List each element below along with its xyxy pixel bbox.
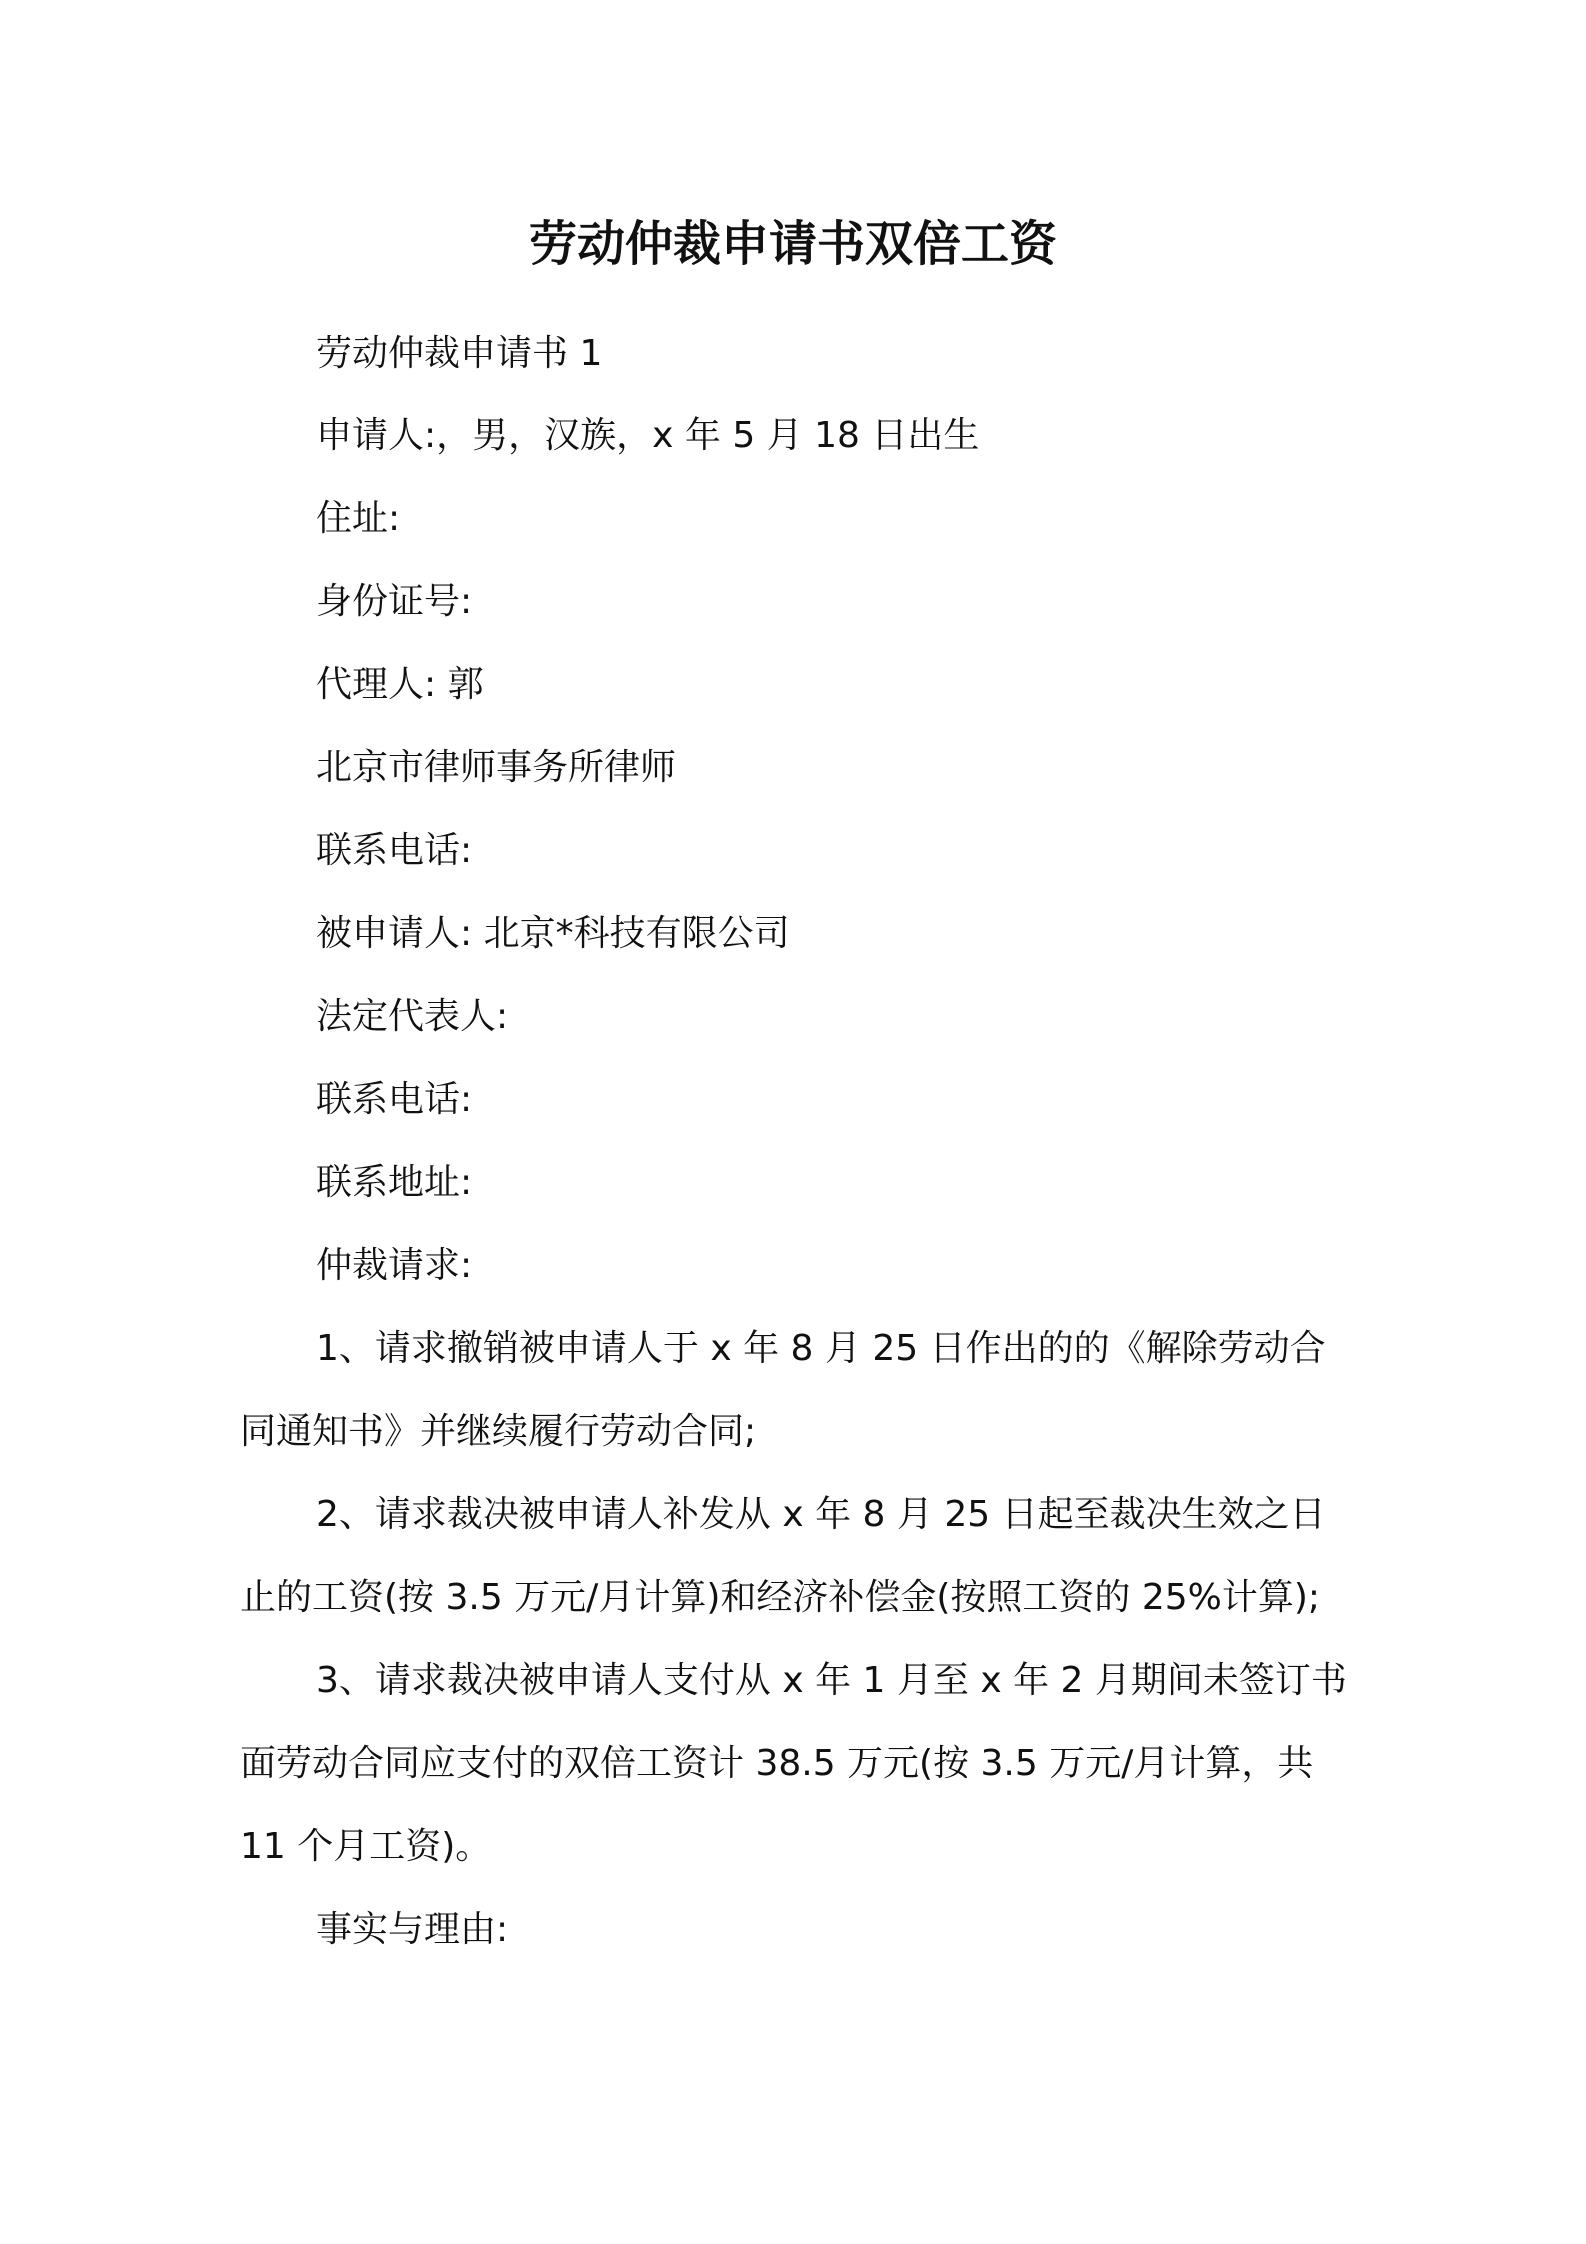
phone-line: 联系电话:	[316, 830, 473, 871]
applicant-line: 申请人:，男，汉族，x 年 5 月 18 日出生	[316, 415, 980, 456]
legal-representative-line: 法定代表人:	[316, 996, 509, 1037]
law-firm-line: 北京市律师事务所律师	[316, 747, 677, 788]
claim-1-line-2: 同通知书》并继续履行劳动合同;	[240, 1411, 757, 1452]
agent-line: 代理人: 郭	[316, 664, 484, 705]
claims-heading: 仲裁请求:	[316, 1245, 473, 1286]
facts-heading: 事实与理由:	[316, 1909, 509, 1950]
claim-3-line-1: 3、请求裁决被申请人支付从 x 年 1 月至 x 年 2 月期间未签订书	[316, 1660, 1347, 1701]
respondent-phone-line: 联系电话:	[316, 1079, 473, 1120]
address-line: 住址:	[316, 498, 401, 539]
claim-2-line-1: 2、请求裁决被申请人补发从 x 年 8 月 25 日起至裁决生效之日	[316, 1494, 1326, 1535]
respondent-address-line: 联系地址:	[316, 1162, 473, 1203]
claim-2-line-2: 止的工资(按 3.5 万元/月计算)和经济补偿金(按照工资的 25%计算);	[240, 1577, 1321, 1618]
id-number-line: 身份证号:	[316, 581, 473, 622]
claim-3-line-3: 11 个月工资)。	[240, 1826, 492, 1867]
claim-3-line-2: 面劳动合同应支付的双倍工资计 38.5 万元(按 3.5 万元/月计算，共	[240, 1743, 1314, 1784]
document-title: 劳动仲裁申请书双倍工资	[528, 216, 1057, 272]
claim-1-line-1: 1、请求撤销被申请人于 x 年 8 月 25 日作出的的《解除劳动合	[316, 1328, 1326, 1369]
heading-application-1: 劳动仲裁申请书 1	[316, 333, 603, 374]
respondent-line: 被申请人: 北京*科技有限公司	[316, 913, 790, 954]
